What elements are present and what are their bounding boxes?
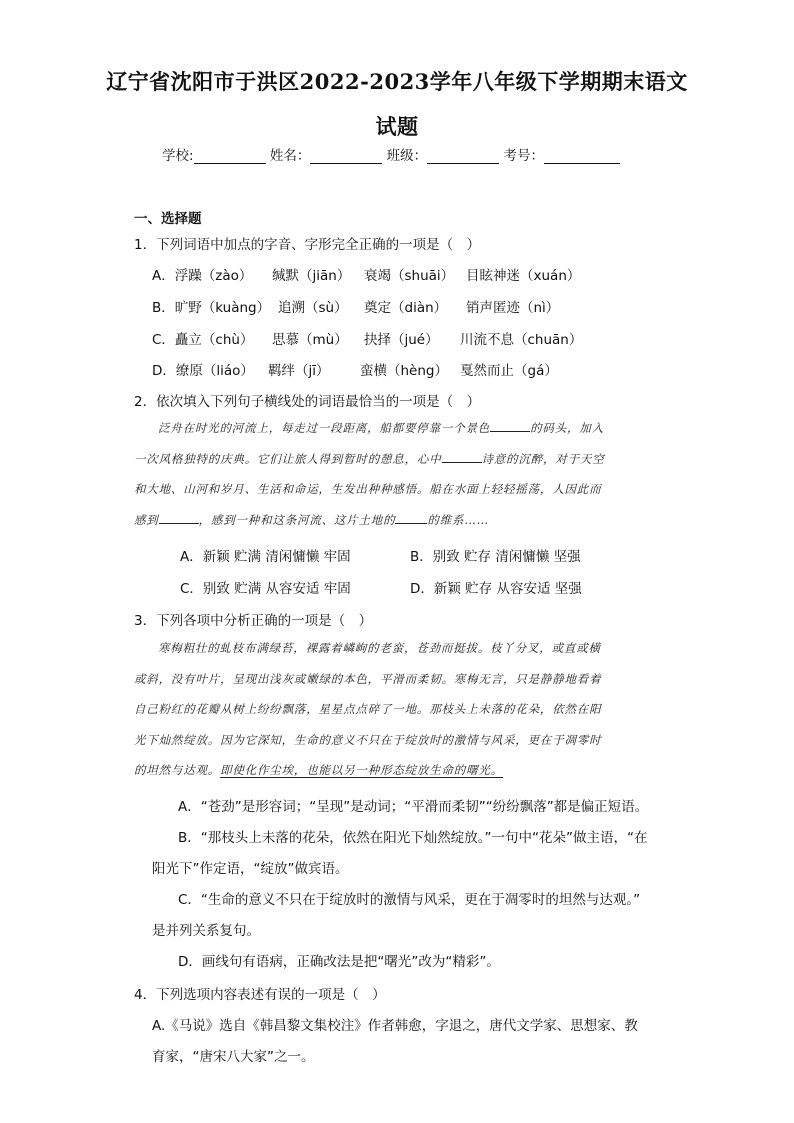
q3-underlined-sentence: 即使化作尘埃，也能以另一种形态绽放生命的曙光。: [220, 763, 504, 777]
q1-a-word3: 衰竭（shuāi）: [364, 268, 455, 284]
q3-option-b[interactable]: [152, 823, 664, 854]
q1-c-word2: 思慕（mù）: [272, 332, 348, 348]
q3-option-c-cont: [152, 916, 664, 947]
q2-passage-text-4: 诗意的沉醉，对于天空: [481, 451, 605, 466]
student-info-row: [162, 144, 620, 164]
q3-passage-line-2: 或斜，没有叶片，呈现出浅灰或嫩绿的本色，平滑而柔韧。寒梅无言，只是静静地看着: [134, 671, 602, 686]
q2-passage-text-5: 和大地、山河和岁月、生活和命运，生发出种种感悟。船在水面上轻轻摇荡，人因此而: [134, 482, 602, 496]
q2-option-c[interactable]: C．别致 贮满 从容安适 牢固: [180, 581, 351, 597]
class-label: 班级：: [386, 148, 428, 164]
q1-option-c[interactable]: [152, 328, 582, 348]
q3-option-b-text-1: B．“那枝头上未落的花朵，依然在阳光下灿然绽放。”一句中“花朵”做主语，“在: [178, 830, 648, 846]
q2-passage-text-8: 的维系……: [427, 512, 489, 527]
school-label: 学校:: [162, 148, 194, 164]
q3-option-a-text: A．“苍劲”是形容词；“呈现”是动词；“平滑而柔韧”“纷纷飘落”都是偏正短语。: [178, 799, 649, 815]
q4-option-a-line1[interactable]: A.《马说》选自《韩昌黎文集校注》作者韩愈，字退之，唐代文学家、思想家、教: [152, 1018, 638, 1034]
name-blank[interactable]: [310, 149, 382, 164]
q1-d-word2: 羁绊（jī）: [268, 363, 330, 379]
q2-passage-text-1: 泛舟在时光的河流上，每走过一段距离，船都要停靠一个景色: [158, 421, 491, 435]
q3-passage: [134, 633, 662, 786]
question-3-stem: 3．下列各项中分析正确的一项是（ ）: [134, 613, 373, 629]
q2-blank-1: [490, 419, 530, 432]
q1-c-word4: 川流不息（chuān）: [460, 332, 583, 348]
q3-option-c-text-2: 是并列关系复句。: [152, 923, 260, 939]
q3-passage-line-5: 的坦然与达观。: [134, 763, 221, 777]
q3-options: [152, 792, 664, 978]
q3-option-c[interactable]: [152, 885, 664, 916]
q2-blank-4: [395, 511, 427, 524]
q2-option-d[interactable]: D．新颖 贮存 从容安适 坚强: [410, 581, 582, 597]
q3-option-a[interactable]: [152, 792, 664, 823]
q1-a-word1: A．浮躁（zào）: [152, 268, 253, 284]
q3-passage-line-4: 光下灿然绽放。因为它深知，生命的意义不只在于绽放时的激情与风采，更在于凋零时: [134, 732, 602, 747]
q3-passage-line-3: 自己粉红的花瓣从树上纷纷飘落，星星点点碎了一地。那枝头上未落的花朵，依然在阳: [134, 702, 602, 716]
name-label: 姓名：: [269, 148, 311, 164]
q3-passage-line-1: 寒梅粗壮的虬枝布满绿苔，裸露着嶙峋的老蛮，苍劲而挺拔。枝丫分叉，或直或横: [158, 641, 601, 655]
q2-passage-text-2: 的码头，加入: [530, 421, 604, 435]
q2-option-a[interactable]: A．新颖 贮满 清闲慵懒 牢固: [180, 549, 351, 565]
q3-option-b-cont: [152, 854, 664, 885]
q3-option-d[interactable]: [152, 947, 664, 978]
q1-option-b[interactable]: [152, 296, 559, 316]
number-blank[interactable]: [544, 149, 620, 164]
q2-passage-text-7: ，感到一种和这条河流、这片土地的: [198, 512, 396, 527]
q2-passage: [134, 413, 662, 535]
exam-title-line1: 辽宁省沈阳市于洪区2022-2023学年八年级下学期期末语文: [106, 69, 688, 94]
q1-d-word3: 蛮横（hèng）: [360, 363, 448, 379]
q1-c-word3: 抉择（jué）: [364, 332, 439, 348]
q1-a-word4: 目眩神迷（xuán）: [466, 268, 581, 284]
q1-b-word2: 追溯（sù）: [278, 300, 348, 316]
question-1-stem: 1．下列词语中加点的字音、字形完全正确的一项是（ ）: [134, 237, 481, 253]
q1-b-word3: 奠定（diàn）: [364, 300, 448, 316]
q1-option-d[interactable]: [152, 359, 558, 379]
q3-option-c-text-1: C．“生命的意义不只在于绽放时的激情与风采，更在于凋零时的坦然与达观。”: [178, 892, 641, 908]
q1-c-word1: C．矗立（chù）: [152, 332, 254, 348]
q2-passage-text-6: 感到: [134, 512, 159, 527]
class-blank[interactable]: [427, 149, 499, 164]
question-4-stem: 4．下列选项内容表述有误的一项是（ ）: [134, 987, 386, 1003]
school-blank[interactable]: [194, 149, 266, 164]
q1-b-word4: 销声匿迹（nì）: [466, 300, 560, 316]
q2-option-b[interactable]: B．别致 贮存 清闲慵懒 坚强: [410, 549, 581, 565]
q2-passage-text-3: 一次风格独特的庆典。它们让旅人得到暂时的憩息，心中: [134, 451, 442, 466]
q1-a-word2: 缄默（jiān）: [272, 268, 351, 284]
q2-blank-2: [442, 450, 482, 463]
q1-d-word4: 戛然而止（gá）: [460, 363, 558, 379]
q1-d-word1: D．缭原（liáo）: [152, 363, 254, 379]
q1-b-word1: B．旷野（kuàng）: [152, 300, 271, 316]
q3-option-b-text-2: 阳光下”作定语，“绽放”做宾语。: [152, 861, 349, 877]
exam-title-line2: 试题: [375, 114, 419, 139]
question-2-stem: 2．依次填入下列句子横线处的词语最恰当的一项是（ ）: [134, 394, 481, 410]
q1-option-a[interactable]: [152, 264, 580, 284]
q3-option-d-text: D．画线句有语病，正确改法是把“曙光”改为“精彩”。: [178, 954, 500, 970]
q2-blank-3: [159, 511, 199, 524]
section-heading: 一、选择题: [134, 211, 202, 227]
number-label: 考号：: [503, 148, 544, 164]
q4-option-a-line2: 育家，“唐宋八大家”之一。: [152, 1049, 315, 1065]
